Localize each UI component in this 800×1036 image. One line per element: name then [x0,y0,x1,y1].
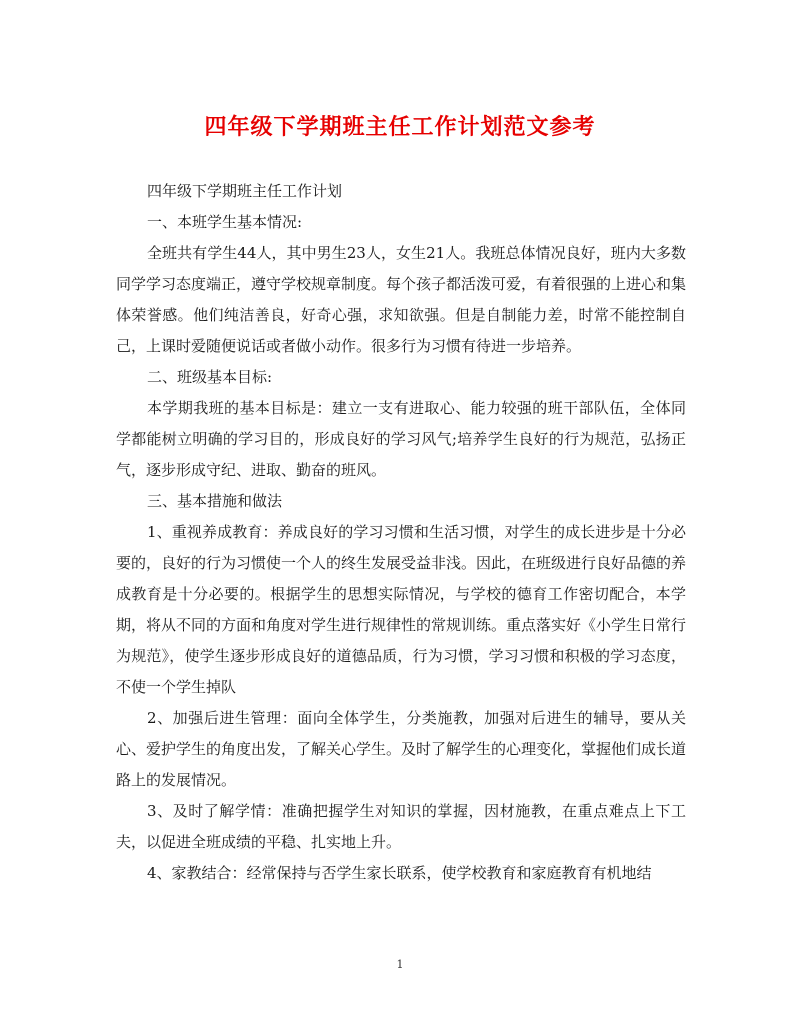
section-heading-3: 三、基本措施和做法 [147,492,283,510]
document-title: 四年级下学期班主任工作计划范文参考 [204,114,596,140]
section-heading-1: 一、本班学生基本情况: [147,213,303,231]
paragraph: 全班共有学生44人，其中男生23人，女生21人。我班总体情况良好，班内大多数同学学习态度端正，遵守学校规章制度。每个孩子都活泼可爱，有着很强的上进心和集体荣誉感。他们纯洁善良，好奇心强，求知欲强。但是自制能力差，时常不能控制自己，上课时爱随便说话或者做小动作。很多行为习惯有待进一步培养。 [116,244,687,355]
paragraph: 1、重视养成教育：养成良好的学习习惯和生活习惯，对学生的成长进步是十分必要的，良好的行为习惯使一个人的终生发展受益非浅。因此，在班级进行良好品德的养成教育是十分必要的。根据学生的思想实际情况，与学校的德育工作密切配合，本学期，将从不同的方面和角度对学生进行规律性的常规训练。重点落实好《小学生日常行为规范》，使学生逐步形成良好的道德品质，行为习惯，学习习惯和积极的学习态度，不使一个学生掉队 [116,523,687,696]
paragraph: 3、及时了解学情：准确把握学生对知识的掌握，因材施教，在重点难点上下工夫，以促进全班成绩的平稳、扎实地上升。 [116,802,686,851]
section-heading-2: 二、班级基本目标: [147,368,273,386]
paragraph-subtitle: 四年级下学期班主任工作计划 [147,182,343,200]
document-body [116,176,686,889]
paragraph: 4、家教结合：经常保持与否学生家长联系，使学校教育和家庭教育有机地结 [147,864,652,882]
paragraph: 本学期我班的基本目标是：建立一支有进取心、能力较强的班干部队伍，全体同学都能树立明确的学习目的，形成良好的学习风气;培养学生良好的行为规范，弘扬正气，逐步形成守纪、进取、勤奋的班风。 [116,399,686,479]
page-number: 1 [396,958,404,971]
paragraph: 2、加强后进生管理：面向全体学生，分类施教，加强对后进生的辅导，要从关心、爱护学生的角度出发，了解关心学生。及时了解学生的心理变化，掌握他们成长道路上的发展情况。 [116,709,687,789]
